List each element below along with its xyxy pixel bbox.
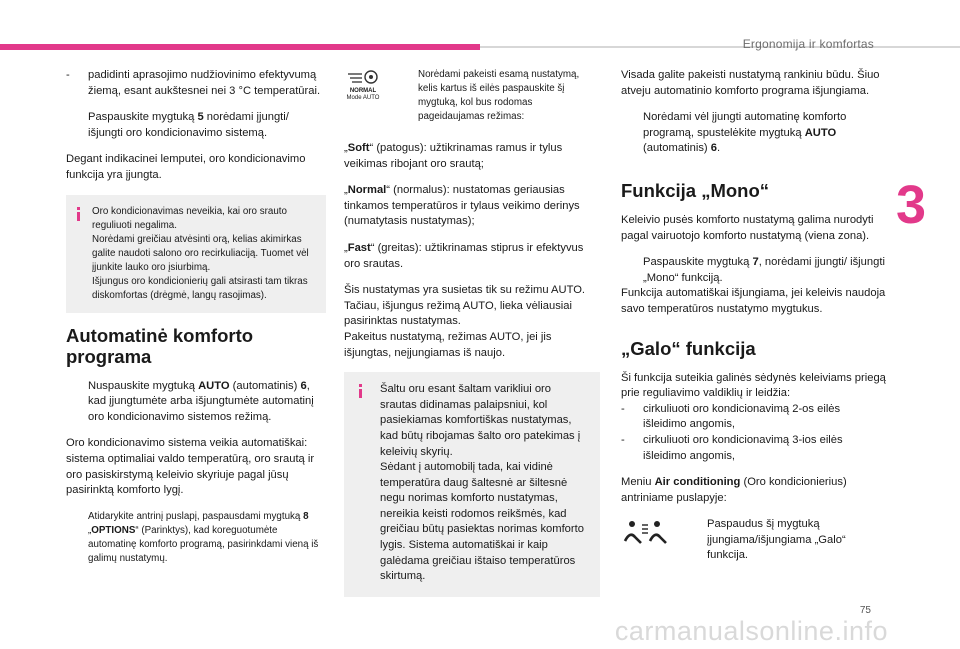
fan-mode-icon: [346, 68, 380, 88]
list-item: [66, 110, 326, 152]
bullet-text: Nuspauskite mygtuką AUTO (automatinis) 6, kad įjungtumėte arba išjungtumėte automatinį oro kondicionavimo sistemos režimą.: [88, 379, 314, 423]
watermark: carmanualsonline.info: [614, 616, 888, 646]
page-number: 75: [859, 605, 871, 616]
info-text: Šaltu oru esant šaltam varikliui oro srautas didinamas palaipsniui, kol pasiekiamas komfortiškas nustatymas, kad būtų ribojamas šalto oro patekimas į keleivių skyrių. Sėdant į automobilį tada, kai vidinė temperatūra daug šaltesnė ar šiltesnė negu norimas komforto nustatymas, nereikia keisti rodomos reikšmės, kad greičiau būtų pasiektas norimas komforto lygis. Sistema automatiškai ir kaip galėdama greičiau ištaiso temperatūros skirtumą.: [380, 383, 584, 583]
header-accent-bar: [0, 44, 480, 50]
info-icon: [74, 207, 84, 221]
rear-passenger-icon: [621, 517, 669, 551]
bullet-marker: [685, 517, 707, 564]
info-box: [66, 195, 326, 313]
paragraph-normal: „Normal“ (normalus): nustatomas geriausias tinkamos temperatūros ir tylaus veikimo derinys (numatytasis nustatymas);: [344, 184, 580, 228]
info-text: Oro kondicionavimas neveikia, kai oro srauto reguliuoti negalima. Norėdami greičiau atvėsinti orą, kelias akimirkas galite naudoti salono oro recirkuliaciją. Tuomet vėl įjunkite lauko oro įsiurbimą. Išjungus oro kondicionierių gali atsirasti tam tikras diskomfortas (drėgmė, langų rasojimas).: [92, 205, 309, 301]
bullet-text: Paspauskite mygtuką 7, norėdami įjungti/ išjungti „Mono“ funkciją.: [643, 256, 885, 284]
dash-text: cirkuliuoti oro kondicionavimą 3-ios eilės išleidimo angomis,: [643, 433, 843, 462]
list-item: [621, 433, 886, 475]
dash-marker: -: [66, 69, 70, 81]
bullet-marker: [66, 110, 88, 141]
heading-mono: Funkcija „Mono“: [621, 179, 770, 201]
paragraph: Visada galite pakeisti nustatymą rankiniu būdu. Šiuo atveju automatinio komforto programa išjungiama.: [621, 69, 880, 97]
bullet-text: Norėdami vėl įjungti automatinę komforto programą, spustelėkite mygtuką AUTO (automatinis) 6.: [643, 111, 847, 155]
list-item: [621, 517, 886, 575]
list-item: [66, 510, 326, 577]
heading-auto-program: Automatinė komforto programa: [66, 324, 254, 367]
list-item: [66, 68, 326, 110]
paragraph-fast: „Fast“ (greitas): užtikrinamas stiprus ir efektyvus oro srautas.: [344, 241, 584, 270]
bullet-marker: [66, 510, 88, 566]
bullet-text: Norėdami pakeisti esamą nustatymą, kelis kartus iš eilės paspauskite šį mygtuką, kol bus rodomas pageidaujamas režimas:: [418, 69, 580, 122]
paragraph: Oro kondicionavimo sistema veikia automatiškai: sistema optimaliai valdo temperatūrą, oro srautą ir oro pasiskirstymą keleivio skyriuje pagal jūsų pasirinktą komforto lygį.: [66, 437, 315, 497]
paragraph: Meniu Air conditioning (Oro kondicionierius) antriniame puslapyje:: [621, 476, 847, 504]
dash-text: cirkuliuoti oro kondicionavimą 2-os eilės išleidimo angomis,: [643, 402, 841, 431]
bullet-marker: [621, 255, 643, 286]
paragraph: Keleivio pusės komforto nustatymą galima nurodyti pagal vairuotojo komforto nustatymą (viena zona).: [621, 213, 874, 242]
paragraph: Šis nustatymas yra susietas tik su režimu AUTO. Tačiau, išjungus režimą AUTO, lieka vėliausiai pasirinktas nustatymas. Pakeitus nustatymą, režimas AUTO, jei jis išjungtas, neįjungiamas iš naujo.: [344, 284, 586, 359]
bullet-text: Paspaudus šį mygtuką įjungiama/išjungiama „Galo“ funkcija.: [707, 518, 846, 562]
paragraph: Funkcija automatiškai išjungiama, jei keleivis naudoja savo temperatūros nustatymo mygtukus.: [621, 287, 886, 315]
dash-text: padidinti aprasojimo nudžiovinimo efektyvumą žiemą, esant aukštesnei nei 3 °C temperatūrai.: [88, 69, 321, 97]
bullet-marker: [396, 68, 418, 124]
info-box: [344, 372, 600, 597]
list-item: [66, 379, 326, 437]
chapter-number: 3: [896, 175, 927, 235]
mode-auto-badge: [344, 68, 382, 104]
bullet-marker: [66, 379, 88, 426]
dash-marker: -: [621, 402, 625, 415]
dash-marker: -: [621, 433, 625, 446]
column-3: [621, 68, 886, 575]
list-item: [621, 110, 886, 168]
heading-galo: „Galo“ funkcija: [621, 337, 756, 359]
paragraph: Ši funkcija suteikia galinės sėdynės keleiviams priegą prie reguliavimo valdiklių ir leidžia:: [621, 371, 886, 400]
badge-bottom-label: Mode AUTO: [346, 95, 380, 101]
paragraph-soft: „Soft“ (patogus): užtikrinamas ramus ir tylus veikimas ribojant oro srautą;: [344, 142, 563, 170]
column-2: [344, 68, 600, 609]
badge-top-label: NORMAL: [349, 88, 377, 94]
list-item: [621, 402, 886, 433]
section-title: Ergonomija ir komfortas: [742, 37, 874, 51]
info-icon: [356, 384, 366, 398]
header-rule: [480, 46, 960, 48]
paragraph: Degant indikacinei lemputei, oro kondicionavimo funkcija yra įjungta.: [66, 153, 306, 181]
column-1: [66, 68, 326, 577]
list-item: [344, 68, 600, 135]
bullet-marker: [621, 110, 643, 157]
bullet-text: Paspauskite mygtuką 5 norėdami įjungti/ išjungti oro kondicionavimo sistemą.: [88, 111, 289, 139]
bullet-text: Atidarykite antrinį puslapį, paspausdami mygtuką 8 „OPTIONS“ (Parinktys), kad koreguotumėte automatinę komforto programą, pasirinkdami vieną iš galimų nustatymų.: [88, 510, 319, 564]
